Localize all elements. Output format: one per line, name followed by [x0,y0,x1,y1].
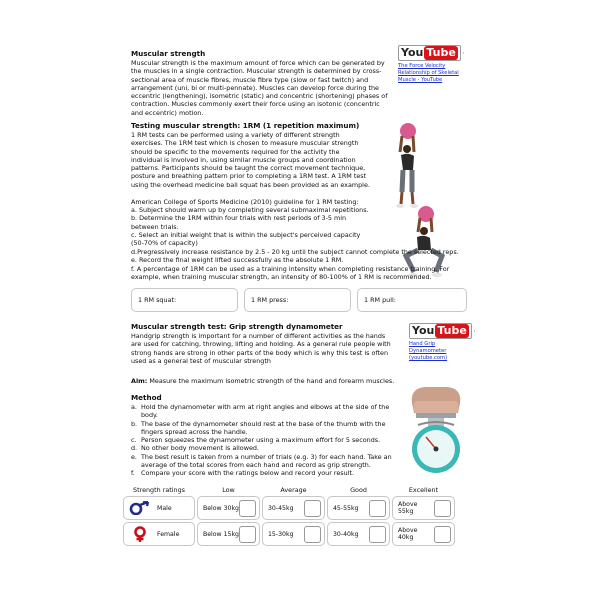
aim-text: Measure the maximum isometric strength of the hand and forearm muscles. [149,377,395,385]
rating-cell[interactable]: 30-40kg [327,522,390,546]
film-reel-icon [474,322,475,340]
male-cell: Male [123,496,195,520]
method-item: f. Compare your score with the ratings below and record your result. [131,469,354,478]
aim-label: Aim: [131,377,148,385]
guideline-item: c. Select an initial weight that is within the subject's perceived capacity (50-70% of capacity) [131,230,361,248]
video-link-text[interactable]: Hand Grip Dynamometer (youtube.com) [409,341,448,361]
checkbox[interactable] [239,526,256,543]
method-list [131,403,403,478]
rating-cell[interactable]: Above 55kg [392,496,455,520]
guideline-item: b. Determine the 1RM within four trials with rest periods of 3-5 min between trials. [131,214,347,231]
method-item: a. Hold the dynamometer with arm at right angles and elbows at the side of the body. [131,403,390,420]
rating-cell[interactable]: 30-45kg [262,496,325,520]
1rm-squat-field[interactable]: 1 RM squat: [131,288,238,312]
method-item: e. The best result is taken from a number of trials (e.g. 3) for each hand. Take an average of the total scores from each hand and record as grip strength. [131,452,392,470]
guideline-item: a. Subject should warm up by completing several submaximal repetitions. [131,206,369,214]
checkbox[interactable] [304,526,321,543]
female-symbol-icon [129,526,151,542]
strength-ratings-table [121,484,457,548]
male-symbol-icon [129,501,151,515]
method-item: c. Person squeezes the dynamometer using a maximum effort for 5 seconds. [131,436,381,445]
rating-cell[interactable]: Above 40kg [392,522,455,546]
guideline-item: d.Pregressively increase resistance by 2.5 - 20 kg until the subject cannot complete the selected reps. [131,248,459,256]
guideline-item: e. Record the final weight lifted successfully as the absolute 1 RM. [131,256,344,265]
table-row [123,522,455,546]
method-item: d. No other body movement is allowed. [131,444,259,453]
aim-line [131,377,394,385]
film-reel-icon [463,44,464,62]
guideline-list-cont [131,248,469,281]
hand-grip-dynamometer-image [404,383,468,479]
grip-strength-text: Handgrip strength is important for a number of different activities as the hands are used for catching, throwing, lifting and holding. As a general rule people with strong hands are strong in other parts of the body which is why this test is often used as a general test of muscular strength [131,332,391,365]
rating-cell[interactable]: 15-30kg [262,522,325,546]
rating-cell[interactable]: Below 30kg [197,496,260,520]
ratings-header: Good [350,486,367,494]
1rm-press-field[interactable]: 1 RM press: [244,288,351,312]
ratings-header: Low [222,486,235,494]
1rm-text: 1 RM tests can be performed using a variety of different strength exercises. The 1RM test which is chosen to measure muscular strength should be specific to the movements required for the activity the individual is involved in, using similar muscle groups and coordination patterns. Participants should be taught the correct movement technique, posture and breathing pattern prior to completing a 1RM test. A 1RM test using the overhead medicine ball squat has been provided as an example. [131,131,370,189]
youtube-video-link-2[interactable] [409,322,475,361]
checkbox[interactable] [239,500,256,517]
youtube-logo: You Tube [409,323,472,339]
acsm-guideline-title: American College of Sports Medicine (2010) guideline for 1 RM testing: [131,198,359,206]
youtube-video-link-1[interactable] [398,44,464,83]
1rm-heading: Testing muscular strength: 1RM (1 repetition maximum) [131,121,360,130]
1rm-pull-field[interactable]: 1 RM pull: [357,288,467,312]
ratings-header: Strength ratings [133,486,185,494]
muscular-strength-text: Muscular strength is the maximum amount of force which can be generated by the muscles in a single contraction. Muscular strength is determined by cross-sectional area of muscle fibres, muscle fibre type (slow or fast twitch) and arrangement (uni, bi or multi-pennate). Muscles can develop force during the eccentric (lengthening), isometric (static) and concentric (shortening) phases of contraction. Muscles commonly exert their force using an isotonic (concentric and eccentric) motion. [131,59,388,117]
checkbox[interactable] [304,500,321,517]
method-heading: Method [131,393,162,402]
female-cell: Female [123,522,195,546]
grip-strength-heading: Muscular strength test: Grip strength dynamometer [131,322,343,331]
guideline-list [131,206,371,247]
checkbox[interactable] [369,500,386,517]
rating-cell[interactable]: 45-55kg [327,496,390,520]
checkbox[interactable] [434,526,451,543]
method-item: b. The base of the dynamometer should rest at the base of the thumb with the fingers spread across the handle. [131,419,386,436]
ratings-header: Excellent [408,486,439,494]
checkbox[interactable] [369,526,386,543]
rating-cell[interactable]: Below 15kg [197,522,260,546]
checkbox[interactable] [434,500,451,517]
table-row [123,496,455,520]
youtube-logo: You Tube [398,45,461,61]
muscular-strength-heading: Muscular strength [131,49,206,58]
video-link-text[interactable]: The Force Velocity Relationship of Skeletal Muscle - YouTube [398,63,459,83]
ratings-header: Average [280,486,307,494]
guideline-item: f. A percentage of 1RM can be used as a training intensity when completing resistance training. For example, when training muscular strength, an intensity of 80-100% of 1 RM is recommended. [131,264,450,281]
